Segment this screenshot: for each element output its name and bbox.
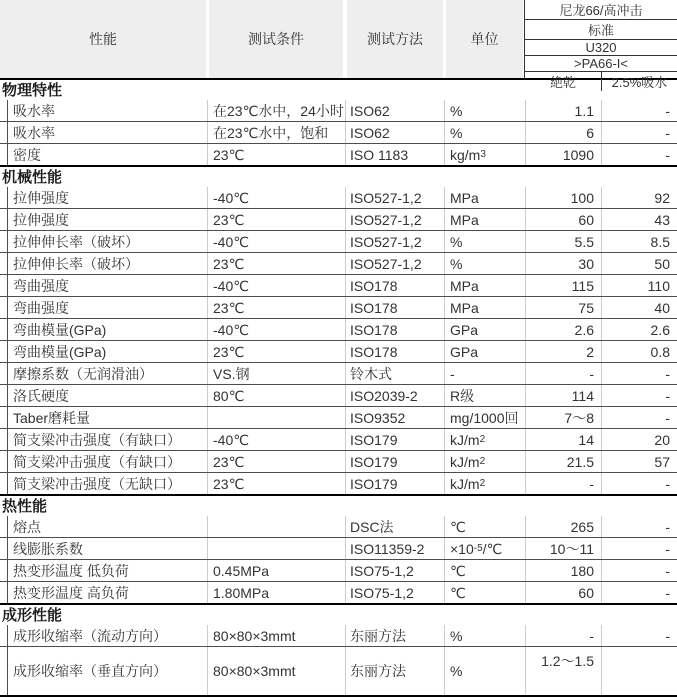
cell-value-dry: -: [525, 473, 601, 494]
cell-property: 成形收缩率（垂直方向）: [7, 647, 207, 695]
table-row: [0, 473, 677, 496]
cell-unit: ℃: [444, 516, 525, 537]
cell-unit: GPa: [444, 341, 525, 362]
cell-condition: 23℃: [207, 451, 345, 472]
cell-method: 东丽方法: [345, 625, 444, 646]
table-row: [0, 363, 677, 385]
cell-value-dry: 180: [525, 560, 601, 581]
table-row: [0, 429, 677, 451]
product-grade: U320: [525, 40, 677, 56]
cell-value-dry: 100: [525, 187, 601, 208]
cell-value-dry: 7〜8: [525, 407, 601, 428]
cell-method: 东丽方法: [345, 647, 444, 695]
table-section: [0, 496, 677, 605]
row-left-rule: [0, 275, 7, 296]
header-unit: 单位: [446, 0, 523, 78]
header-method: 测试方法: [347, 0, 443, 78]
cell-unit: %: [444, 253, 525, 274]
cell-unit: MPa: [444, 187, 525, 208]
cell-method: ISO75-1,2: [345, 560, 444, 581]
cell-value-wet: -: [601, 516, 677, 537]
cell-property: 弯曲模量(GPa): [7, 341, 207, 362]
row-left-rule: [0, 144, 7, 165]
table-row: [0, 144, 677, 167]
subcol-wet: 2.5%吸水: [611, 75, 668, 90]
cell-condition: [207, 516, 345, 537]
cell-property: 拉伸伸长率（破坏）: [7, 231, 207, 252]
cell-condition: VS.钢: [207, 363, 345, 384]
cell-method: ISO 1183: [345, 144, 444, 165]
cell-property: 熔点: [7, 516, 207, 537]
cell-property: 热变形温度 低负荷: [7, 560, 207, 581]
cell-method: ISO178: [345, 275, 444, 296]
cell-condition: [207, 538, 345, 559]
cell-value-dry: 75: [525, 297, 601, 318]
table-row: [0, 253, 677, 275]
cell-value-wet: 20: [601, 429, 677, 450]
cell-value-dry: 60: [525, 582, 601, 603]
cell-method: ISO179: [345, 473, 444, 494]
cell-value-dry: 115: [525, 275, 601, 296]
row-left-rule: [0, 560, 7, 581]
table-row: [0, 187, 677, 209]
cell-method: ISO527-1,2: [345, 209, 444, 230]
row-left-rule: [0, 363, 7, 384]
row-left-rule: [0, 341, 7, 362]
table-row: [0, 122, 677, 144]
cell-condition: 80℃: [207, 385, 345, 406]
cell-method: ISO75-1,2: [345, 582, 444, 603]
cell-value-wet: 43: [601, 209, 677, 230]
cell-unit: GPa: [444, 319, 525, 340]
cell-property: 摩擦系数（无润滑油）: [7, 363, 207, 384]
row-left-rule: [0, 625, 7, 646]
cell-value-wet: -: [601, 473, 677, 494]
cell-property: 洛氏硬度: [7, 385, 207, 406]
cell-condition: 23℃: [207, 341, 345, 362]
section-title: 机械性能: [0, 167, 677, 187]
cell-property: 拉伸强度: [7, 209, 207, 230]
table-row: [0, 231, 677, 253]
cell-value-dry: 1090: [525, 144, 601, 165]
cell-value-dry: 60: [525, 209, 601, 230]
cell-condition: [207, 407, 345, 428]
table-row: [0, 625, 677, 647]
cell-value-wet: 92: [601, 187, 677, 208]
row-left-rule: [0, 253, 7, 274]
table-section: [0, 605, 677, 697]
cell-unit: MPa: [444, 275, 525, 296]
row-left-rule: [0, 319, 7, 340]
cell-value-dry: 14: [525, 429, 601, 450]
cell-method: ISO2039-2: [345, 385, 444, 406]
cell-value-dry: 6: [525, 122, 601, 143]
cell-condition: -40℃: [207, 319, 345, 340]
cell-value-dry: -: [525, 363, 601, 384]
table-row: [0, 538, 677, 560]
cell-method: ISO179: [345, 429, 444, 450]
cell-unit: %: [444, 625, 525, 646]
cell-value-dry: 10〜11: [525, 538, 601, 559]
cell-value-wet: 50: [601, 253, 677, 274]
section-title: 成形性能: [0, 605, 677, 625]
cell-value-dry: 114: [525, 385, 601, 406]
cell-condition: 23℃: [207, 144, 345, 165]
cell-unit: kJ/m 2: [444, 451, 525, 472]
cell-property: 拉伸强度: [7, 187, 207, 208]
table-row: [0, 209, 677, 231]
cell-value-wet: -: [601, 560, 677, 581]
cell-unit: %: [444, 100, 525, 121]
cell-property: 热变形温度 高负荷: [7, 582, 207, 603]
cell-unit: %: [444, 231, 525, 252]
cell-property: 弯曲强度: [7, 297, 207, 318]
table-row: [0, 341, 677, 363]
row-left-rule: [0, 582, 7, 603]
row-left-rule: [0, 187, 7, 208]
cell-value-dry: 2.6: [525, 319, 601, 340]
table-section: [0, 167, 677, 496]
cell-value-wet: -: [601, 582, 677, 603]
row-left-rule: [0, 231, 7, 252]
cell-property: 成形收缩率（流动方向）: [7, 625, 207, 646]
cell-unit: ℃: [444, 560, 525, 581]
row-left-rule: [0, 385, 7, 406]
cell-property: 密度: [7, 144, 207, 165]
row-left-rule: [0, 100, 7, 121]
cell-unit: kg/m 3: [444, 144, 525, 165]
cell-property: Taber磨耗量: [7, 407, 207, 428]
table-row: [0, 647, 677, 697]
cell-value-dry: 2: [525, 341, 601, 362]
cell-value-dry: -: [525, 625, 601, 646]
cell-value-dry: 21.5: [525, 451, 601, 472]
cell-value-wet: 57: [601, 451, 677, 472]
row-left-rule: [0, 429, 7, 450]
cell-condition: 0.45MPa: [207, 560, 345, 581]
product-header: [524, 0, 677, 90]
cell-method: ISO527-1,2: [345, 253, 444, 274]
cell-condition: 23℃: [207, 473, 345, 494]
cell-value-wet: -: [601, 385, 677, 406]
cell-method: ISO178: [345, 297, 444, 318]
cell-method: ISO62: [345, 122, 444, 143]
row-left-rule: [0, 407, 7, 428]
cell-property: 线膨胀系数: [7, 538, 207, 559]
cell-condition: -40℃: [207, 429, 345, 450]
cell-condition: -40℃: [207, 231, 345, 252]
cell-unit: MPa: [444, 209, 525, 230]
cell-method: ISO9352: [345, 407, 444, 428]
table-row: [0, 275, 677, 297]
row-left-rule: [0, 473, 7, 494]
table-row: [0, 582, 677, 605]
cell-value-dry: 5.5: [525, 231, 601, 252]
cell-condition: -40℃: [207, 275, 345, 296]
cell-property: 拉伸伸长率（破坏）: [7, 253, 207, 274]
cell-value-wet: -: [601, 538, 677, 559]
section-title: 热性能: [0, 496, 677, 516]
cell-value-wet: -: [601, 100, 677, 121]
cell-method: ISO527-1,2: [345, 231, 444, 252]
cell-condition: 23℃: [207, 209, 345, 230]
cell-condition: 1.80MPa: [207, 582, 345, 603]
cell-method: 铃木式: [345, 363, 444, 384]
cell-value-dry: 265: [525, 516, 601, 537]
cell-unit: kJ/m 2: [444, 473, 525, 494]
cell-property: 弯曲模量(GPa): [7, 319, 207, 340]
cell-value-wet: -: [601, 407, 677, 428]
table-row: [0, 319, 677, 341]
cell-method: ISO62: [345, 100, 444, 121]
cell-condition: 在23℃水中，饱和: [207, 122, 345, 143]
cell-unit: mg/1000回: [444, 407, 525, 428]
cell-property: 吸水率: [7, 122, 207, 143]
product-code: >PA66-I<: [525, 56, 677, 72]
cell-value-wet: [601, 647, 677, 695]
cell-unit: ×10 -5 /℃: [444, 538, 525, 559]
cell-value-wet: -: [601, 122, 677, 143]
table-row: [0, 385, 677, 407]
cell-condition: 23℃: [207, 297, 345, 318]
cell-method: ISO527-1,2: [345, 187, 444, 208]
cell-value-dry: 1.1: [525, 100, 601, 121]
cell-method: ISO178: [345, 341, 444, 362]
cell-unit: -: [444, 363, 525, 384]
table-row: [0, 451, 677, 473]
row-left-rule: [0, 647, 7, 695]
cell-unit: MPa: [444, 297, 525, 318]
cell-method: DSC法: [345, 516, 444, 537]
cell-condition: 在23℃水中，24小时: [207, 100, 345, 121]
cell-unit: ℃: [444, 582, 525, 603]
product-name: 尼龙66/高冲击: [525, 0, 677, 20]
cell-unit: kJ/m 2: [444, 429, 525, 450]
row-left-rule: [0, 122, 7, 143]
row-left-rule: [0, 538, 7, 559]
section-title: 物理特性: [0, 80, 677, 100]
cell-value-dry: 30: [525, 253, 601, 274]
row-left-rule: [0, 209, 7, 230]
row-left-rule: [0, 297, 7, 318]
cell-method: ISO178: [345, 319, 444, 340]
header-property: 性能: [0, 0, 206, 78]
cell-property: 简支梁冲击强度（无缺口）: [7, 473, 207, 494]
cell-property: 简支梁冲击强度（有缺口）: [7, 429, 207, 450]
cell-value-wet: 8.5: [601, 231, 677, 252]
product-subcolumns: [525, 72, 677, 91]
cell-value-wet: 2.6: [601, 319, 677, 340]
cell-condition: 23℃: [207, 253, 345, 274]
header-condition: 测试条件: [209, 0, 343, 78]
cell-value-wet: 0.8: [601, 341, 677, 362]
cell-value-wet: 110: [601, 275, 677, 296]
table-body: [0, 80, 677, 697]
cell-condition: 80×80×3mmt: [207, 625, 345, 646]
cell-value-dry: 1.2〜1.5: [525, 647, 601, 695]
table-row: [0, 516, 677, 538]
table-section: [0, 80, 677, 167]
table-row: [0, 560, 677, 582]
table-header: [0, 0, 677, 90]
cell-condition: -40℃: [207, 187, 345, 208]
cell-method: ISO179: [345, 451, 444, 472]
cell-unit: R级: [444, 385, 525, 406]
cell-property: 弯曲强度: [7, 275, 207, 296]
cell-value-wet: -: [601, 363, 677, 384]
cell-value-wet: -: [601, 144, 677, 165]
table-row: [0, 100, 677, 122]
row-left-rule: [0, 451, 7, 472]
cell-property: 简支梁冲击强度（有缺口）: [7, 451, 207, 472]
cell-unit: %: [444, 647, 525, 695]
cell-unit: %: [444, 122, 525, 143]
cell-property: 吸水率: [7, 100, 207, 121]
cell-condition: 80×80×3mmt: [207, 647, 345, 695]
product-standard: 标准: [525, 20, 677, 40]
cell-method: ISO11359-2: [345, 538, 444, 559]
table-row: [0, 297, 677, 319]
row-left-rule: [0, 516, 7, 537]
cell-value-wet: -: [601, 625, 677, 646]
table-row: [0, 407, 677, 429]
cell-value-wet: 40: [601, 297, 677, 318]
subcol-dry: 絶乾: [525, 72, 602, 91]
